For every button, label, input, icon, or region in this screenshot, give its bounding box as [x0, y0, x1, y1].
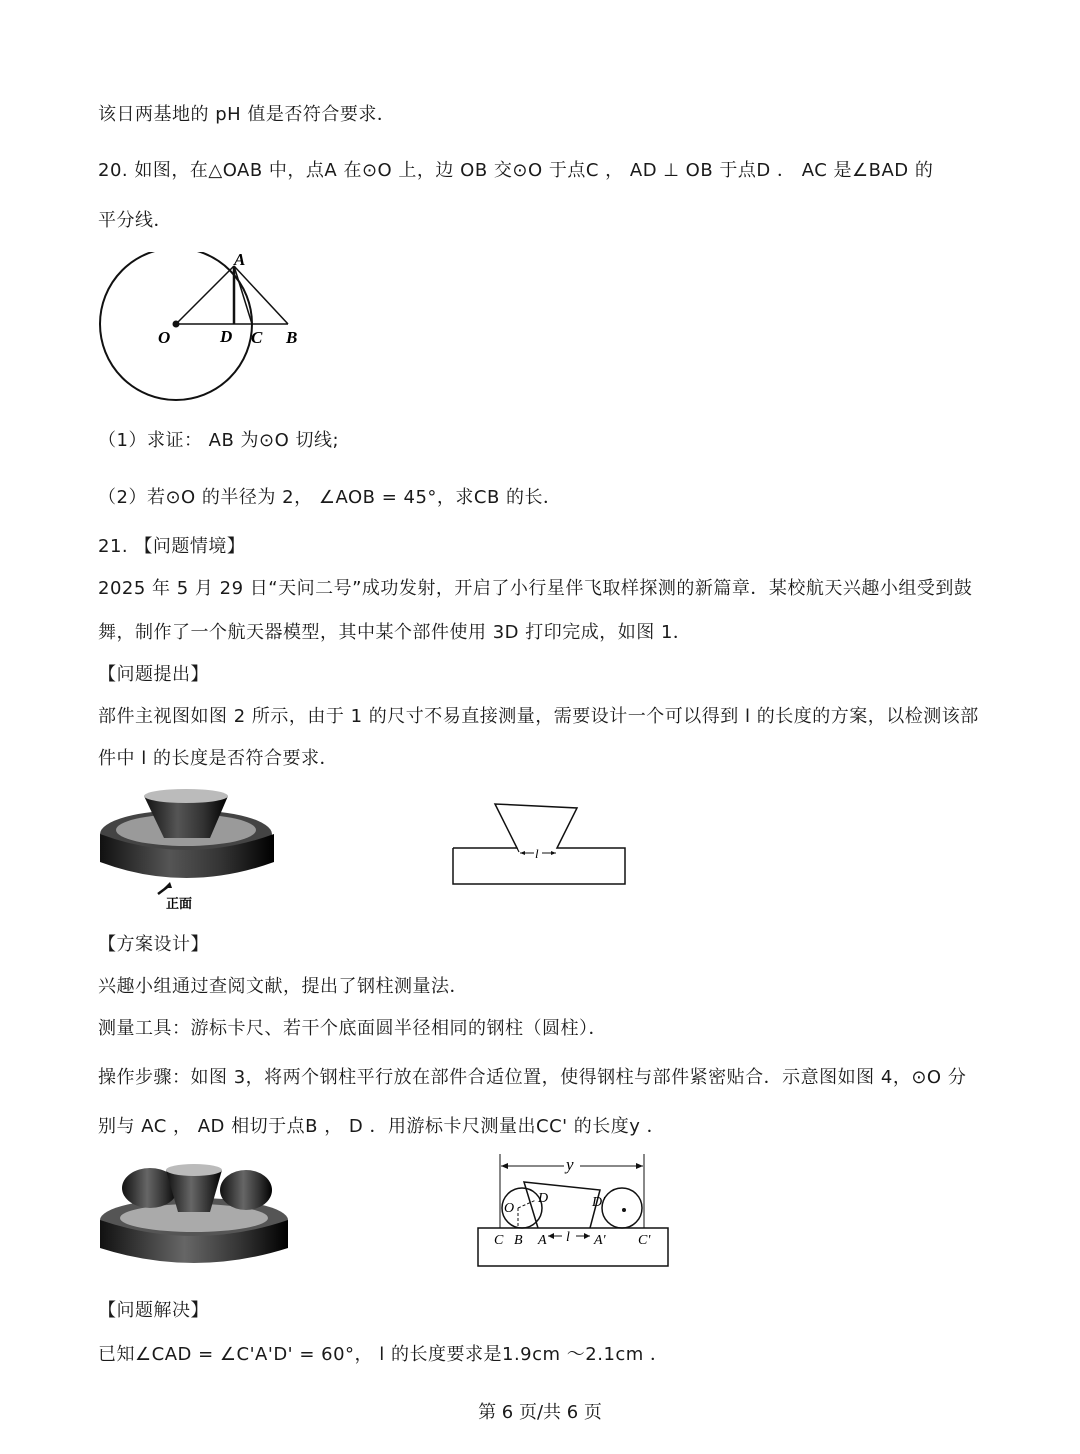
- paragraph-4: 测量工具：游标卡尺、若干个底面圆半径相同的钢柱（圆柱）．: [98, 1018, 607, 1039]
- label-a: A: [234, 252, 246, 269]
- label-y: y: [566, 1155, 574, 1174]
- page-footer: 第 6 页/共 6 页: [478, 1402, 602, 1423]
- paragraph-2b: 件中 l 的长度是否符合要求．: [98, 748, 338, 769]
- label-a-prime: A': [594, 1233, 606, 1248]
- label-d: D: [220, 327, 233, 346]
- figure-3-photo: [98, 1160, 294, 1272]
- text-line: 该日两基地的 pH 值是否符合要求．: [98, 104, 396, 125]
- paragraph-5a: 操作步骤：如图 3，将两个钢柱平行放在部件合适位置，使得钢柱与部件紧密贴合．示意图如图 4，⊙O 分: [98, 1067, 967, 1088]
- section-heading-design: 【方案设计】: [98, 934, 209, 955]
- section-heading-solution: 【问题解决】: [98, 1300, 209, 1321]
- label-a-fig4: A: [538, 1233, 547, 1248]
- question-20-stem: 20. 如图，在△OAB 中，点A 在⊙O 上，边 OB 交⊙O 于点C ， AD ⊥ OB 于点D ． AC 是∠BAD 的: [98, 160, 934, 181]
- paragraph-1a: 2025 年 5 月 29 日“天问二号”成功发射，开启了小行星伴飞取样探测的新篇章．某校航天兴趣小组受到鼓: [98, 578, 973, 599]
- question-20-part-1: （1）求证： AB 为⊙O 切线;: [98, 430, 340, 451]
- paragraph-6: 已知∠CAD = ∠C'A'D' = 60°， l 的长度要求是1.9cm ～2.1cm ．: [98, 1344, 669, 1365]
- paragraph-2a: 部件主视图如图 2 所示，由于 1 的尺寸不易直接测量，需要设计一个可以得到 l 的长度的方案，以检测该部: [98, 706, 979, 727]
- paragraph-3: 兴趣小组通过查阅文献，提出了钢柱测量法．: [98, 976, 468, 997]
- question-20-stem-cont: 平分线．: [98, 210, 172, 231]
- label-l-fig4: l: [566, 1230, 570, 1245]
- label-l: l: [535, 846, 539, 861]
- label-b-fig4: B: [514, 1233, 523, 1248]
- section-heading-problem: 【问题提出】: [98, 664, 209, 685]
- label-c: C: [251, 328, 263, 347]
- figure-q20: [96, 252, 316, 402]
- question-21-heading: 21. 【问题情境】: [98, 536, 246, 557]
- figure-1-photo: [98, 784, 280, 914]
- label-c-fig4: C: [494, 1233, 504, 1248]
- paragraph-5b: 别与 AC ， AD 相切于点B ， D ．用游标卡尺测量出CC' 的长度y ．: [98, 1116, 666, 1137]
- label-o: O: [158, 328, 171, 347]
- figure-2-front-view: [450, 796, 630, 912]
- paragraph-1b: 舞，制作了一个航天器模型，其中某个部件使用 3D 打印完成，如图 1．: [98, 622, 692, 643]
- figure-4-schematic: [474, 1150, 674, 1272]
- front-label: 正面: [166, 897, 193, 912]
- label-d-fig4: D: [538, 1191, 549, 1206]
- label-b: B: [286, 328, 298, 347]
- question-20-part-2: （2）若⊙O 的半径为 2， ∠AOB = 45°，求CB 的长．: [98, 487, 562, 508]
- label-d-prime: D': [592, 1195, 606, 1210]
- label-o-fig4: O: [504, 1201, 515, 1216]
- label-c-prime: C': [638, 1233, 651, 1248]
